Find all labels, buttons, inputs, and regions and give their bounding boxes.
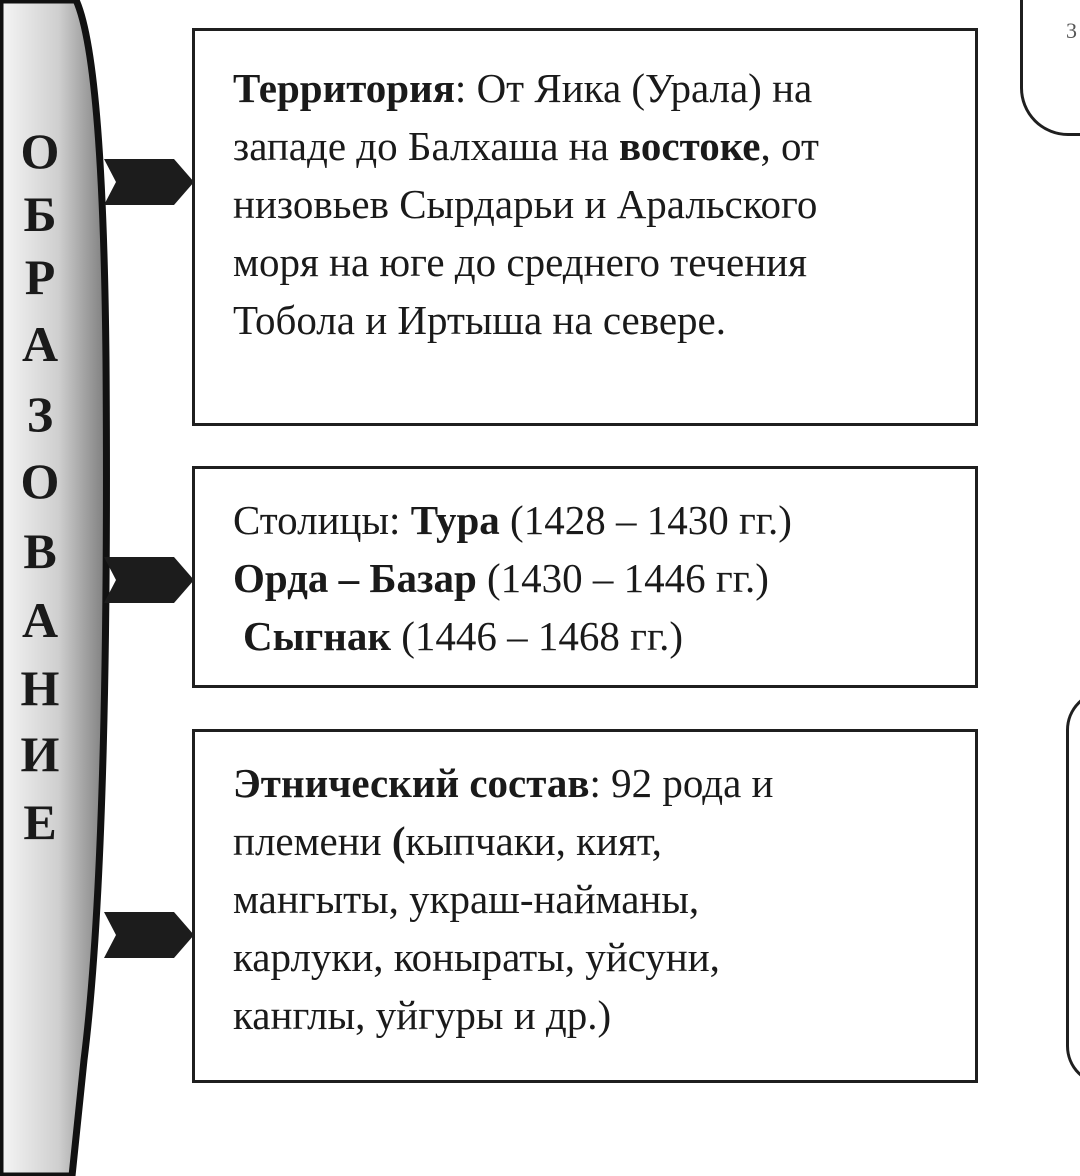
capital-years: (1446 – 1468 гг.) [390,613,684,659]
territory-text: западе до Балхаша на [233,123,620,169]
territory-bold-word: востоке [619,123,761,169]
capital-name: Сыгнак [243,613,391,659]
territory-line: Тобола и Иртыша на севере. [233,297,726,343]
side-letter: А [21,316,59,372]
capital-line [233,549,945,607]
ethnic-text: племени [233,818,392,864]
ethnic-box [192,729,978,1083]
side-letter: З [26,386,54,442]
ethnic-line [233,754,945,812]
capitals-prefix: Столицы: [233,497,411,543]
territory-text: От Яика (Урала) на [476,65,813,111]
ethnic-text: 92 рода и [611,760,774,806]
side-letter: Е [23,794,57,850]
territory-line [233,117,945,175]
territory-line [233,59,945,117]
capital-name: Орда – Базар [233,555,477,601]
side-letter: Н [20,660,60,716]
right-partial-box-bottom [1066,690,1080,1086]
side-letter: В [23,523,57,579]
side-letter: Б [23,186,57,242]
arrow-right-icon [104,545,194,615]
capital-line [233,491,945,549]
capital-years: (1430 – 1446 гг.) [476,555,769,601]
territory-text: , от [760,123,819,169]
side-letter: О [20,123,60,179]
ethnic-paren: ( [391,818,406,864]
territory-line: низовьев Сырдарьи и Аральского [233,181,818,227]
capital-years: (1428 – 1430 гг.) [499,497,792,543]
ethnic-text: кыпчаки, кият, [405,818,662,864]
ethnic-line: мангыты, украш-найманы, [233,876,700,922]
right-partial-mark: 3 [1066,18,1077,43]
capitals-box [192,466,978,688]
ethnic-line: канглы, уйгуры и др.) [233,992,612,1038]
capital-name: Тура [410,497,500,543]
territory-separator: : [454,65,477,111]
capital-line [233,607,945,665]
ethnic-line: карлуки, коныраты, уйсуни, [233,934,720,980]
side-letter: И [20,726,60,782]
territory-box [192,28,978,426]
side-letter: Р [24,249,56,305]
ethnic-separator: : [589,760,612,806]
ethnic-line [233,812,945,870]
side-letter: О [20,453,60,509]
territory-line: моря на юге до среднего течения [233,239,807,285]
territory-heading: Территория [233,65,455,111]
ethnic-heading: Этнический состав [233,760,590,806]
arrow-right-icon [104,900,194,970]
arrow-right-icon [104,147,194,217]
side-letter: А [21,592,59,648]
